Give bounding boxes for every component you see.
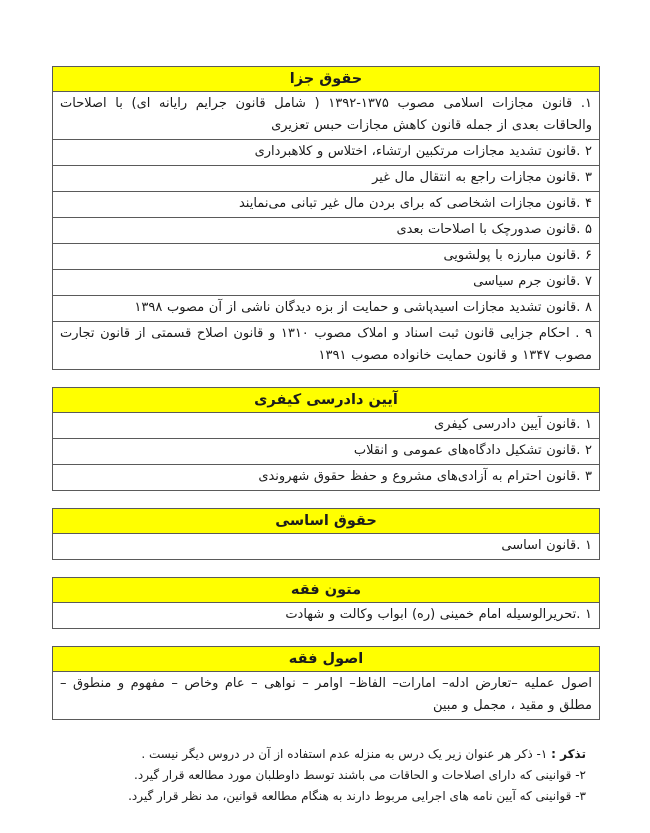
note-line-1: [58, 744, 586, 765]
footnotes: [52, 744, 600, 807]
section-header-criminal-law: حقوق جزا: [53, 67, 600, 92]
note-text: ۱- ذکر هر عنوان زیر یک درس به منزله عدم استفاده از آن در دروس دیگر نیست .: [141, 747, 548, 761]
table-fiqh-texts: [52, 577, 600, 629]
table-row: اصول عملیه –تعارض ادله– امارات– الفاظ– اوامر – نواهی – عام وخاص – مفهوم و منطوق – مطلق و مقید ، مجمل و مبین: [53, 672, 600, 720]
table-row: ۱ .قانون اساسی: [53, 534, 600, 560]
table-criminal-procedure: [52, 387, 600, 491]
table-constitutional-law: [52, 508, 600, 560]
table-row: ۱ .قانون آیین دادرسی کیفری: [53, 413, 600, 439]
section-header-constitutional-law: حقوق اساسی: [53, 509, 600, 534]
section-header-fiqh-principles: اصول فقه: [53, 647, 600, 672]
note-label: تذکر :: [551, 747, 586, 761]
table-row: ۳ .قانون احترام به آزادی‌های مشروع و حفظ حقوق شهروندی: [53, 465, 600, 491]
table-row: ۳ .قانون مجازات راجع به انتقال مال غیر: [53, 166, 600, 192]
section-header-criminal-procedure: آیین دادرسی کیفری: [53, 388, 600, 413]
table-fiqh-principles: [52, 646, 600, 720]
table-row: ۴ .قانون مجازات اشخاصی که برای بردن مال غیر تبانی می‌نمایند: [53, 192, 600, 218]
table-row: ۶ .قانون مبارزه با پولشویی: [53, 244, 600, 270]
table-row: ۹ . احکام جزایی قانون ثبت اسناد و املاک مصوب ۱۳۱۰ و قانون اصلاح قسمتی از قانون تجارت مصوب ۱۳۴۷ و قانون حمایت خانواده مصوب ۱۳۹۱: [53, 322, 600, 370]
table-row: ۷ .قانون جرم سیاسی: [53, 270, 600, 296]
table-criminal-law: [52, 66, 600, 370]
table-row: ۵ .قانون صدورچک با اصلاحات بعدی: [53, 218, 600, 244]
table-row: ۲ .قانون تشدید مجازات مرتکبین ارتشاء، اختلاس و کلاهبرداری: [53, 140, 600, 166]
table-row: ۲ .قانون تشکیل دادگاه‌های عمومی و انقلاب: [53, 439, 600, 465]
section-header-fiqh-texts: متون فقه: [53, 578, 600, 603]
table-row: ۱ .تحریرالوسیله امام خمینی (ره) ابواب وکالت و شهادت: [53, 603, 600, 629]
note-line-3: ۳- قوانینی که آیین نامه های اجرایی مربوط دارند به هنگام مطالعه قوانین، مد نظر قرار گیرد.: [128, 789, 586, 803]
note-line-2: ۲- قوانینی که دارای اصلاحات و الحاقات می باشند توسط داوطلبان مورد مطالعه قرار گیرد.: [134, 768, 586, 782]
table-row: ۱. قانون مجازات اسلامی مصوب ۱۳۷۵-۱۳۹۲ ( شامل قانون جرایم رایانه ای) با اصلاحات والحاقات بعدی از جمله قانون کاهش مجازات حبس تعزیری: [53, 92, 600, 140]
table-row: ۸ .قانون تشدید مجازات اسیدپاشی و حمایت از بزه دیدگان ناشی از آن مصوب ۱۳۹۸: [53, 296, 600, 322]
document-content: [52, 66, 600, 807]
